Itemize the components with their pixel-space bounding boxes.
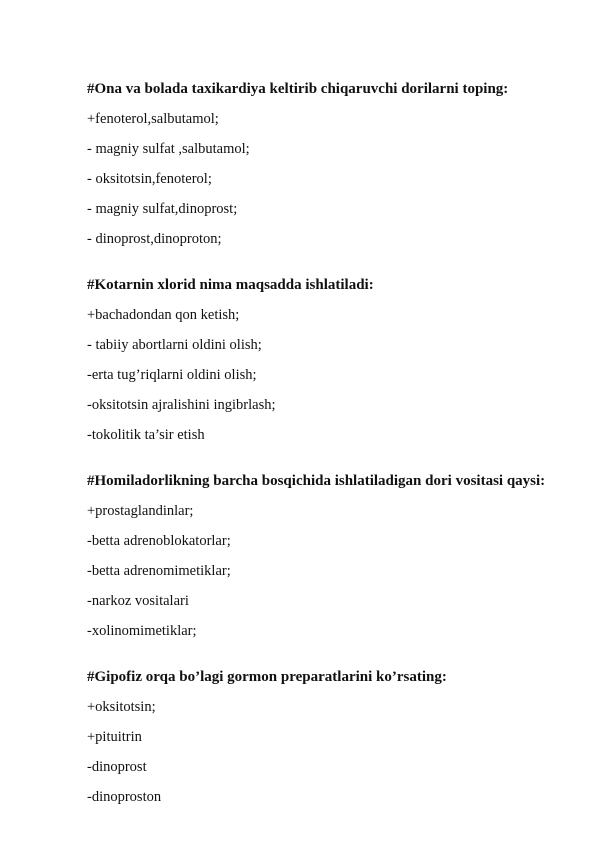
answer-option: - oksitotsin,fenoterol; bbox=[87, 171, 212, 187]
answer-option: -xolinomimetiklar; bbox=[87, 623, 197, 639]
question-block-4 bbox=[87, 668, 577, 806]
answer-option: +bachadondan qon ketish; bbox=[87, 307, 240, 323]
answer-option: - tabiiy abortlarni oldini olish; bbox=[87, 337, 262, 353]
question-block-3 bbox=[87, 472, 577, 640]
answer-option: -oksitotsin ajralishini ingibrlash; bbox=[87, 397, 276, 413]
answer-option: - magniy sulfat ,salbutamol; bbox=[87, 141, 250, 157]
question-title: #Ona va bolada taxikardiya keltirib chiqaruvchi dorilarni toping: bbox=[87, 81, 509, 97]
question-title: #Homiladorlikning barcha bosqichida ishlatiladigan dori vositasi qaysi: bbox=[87, 473, 546, 489]
answer-option: -dinoproston bbox=[87, 789, 162, 805]
answer-option: -tokolitik ta’sir etish bbox=[87, 427, 205, 443]
answer-option: -erta tug’riqlarni oldini olish; bbox=[87, 367, 257, 383]
question-block-2 bbox=[87, 276, 577, 444]
question-title: #Kotarnin xlorid nima maqsadda ishlatiladi: bbox=[87, 277, 374, 293]
answer-option: - dinoprost,dinoproton; bbox=[87, 231, 222, 247]
document-page bbox=[87, 80, 577, 806]
question-block-1 bbox=[87, 80, 577, 248]
question-title: #Gipofiz orqa bo’lagi gormon preparatlarini ko’rsating: bbox=[87, 669, 447, 685]
answer-option: -betta adrenomimetiklar; bbox=[87, 563, 231, 579]
answer-option: +fenoterol,salbutamol; bbox=[87, 111, 219, 127]
answer-option: +prostaglandinlar; bbox=[87, 503, 194, 519]
answer-option: - magniy sulfat,dinoprost; bbox=[87, 201, 238, 217]
answer-option: +oksitotsin; bbox=[87, 699, 156, 715]
answer-option: -narkoz vositalari bbox=[87, 593, 189, 609]
answer-option: -dinoprost bbox=[87, 759, 147, 775]
answer-option: +pituitrin bbox=[87, 729, 142, 745]
answer-option: -betta adrenoblokatorlar; bbox=[87, 533, 231, 549]
